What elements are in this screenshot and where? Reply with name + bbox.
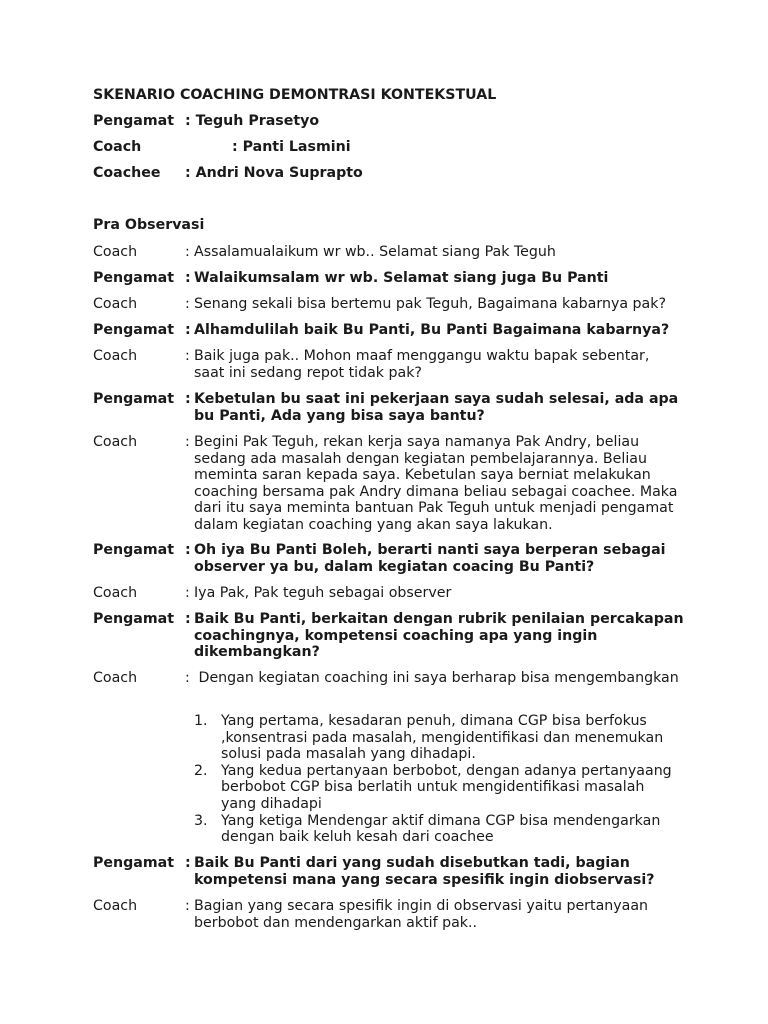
header-value: : Teguh Prasetyo xyxy=(185,113,320,129)
header-value: : Panti Lasmini xyxy=(232,139,351,155)
dialogue-text: Oh iya Bu Panti Boleh, berarti nanti saya berperan sebagai observer ya bu, dalam kegiatan coacing Bu Panti? xyxy=(194,542,666,575)
dialogue-turn-pengamat xyxy=(93,542,693,575)
dialogue-text: Assalamualaikum wr wb.. Selamat siang Pak Teguh xyxy=(194,244,556,260)
header-label: Pengamat xyxy=(93,113,174,129)
speaker-label: Coach xyxy=(93,670,138,686)
list-number: 2. xyxy=(194,762,208,779)
list-item-text: Yang kedua pertanyaan berbobot, dengan adanya pertanyaang berbobot CGP bisa berlatih untuk mengidentifikasi masalah yang dihadapi xyxy=(221,762,672,812)
competency-list xyxy=(93,713,693,846)
header-row-coachee xyxy=(93,165,363,182)
dialogue-text: Alhamdulilah baik Bu Panti, Bu Panti Bagaimana kabarnya? xyxy=(194,322,670,338)
section-title: Pra Observasi xyxy=(93,217,205,233)
speaker-label: Coach xyxy=(93,434,138,450)
list-item-text: Yang ketiga Mendengar aktif dimana CGP bisa mendengarkan dengan baik keluh kesah dari coachee xyxy=(221,812,661,846)
dialogue-turn-coach xyxy=(93,348,693,381)
dialogue-turn-coach xyxy=(93,670,693,687)
list-item-text: Yang pertama, kesadaran penuh, dimana CGP bisa berfokus ,konsentrasi pada masalah, mengidentifikasi dan menemukan solusi pada masalah yang dihadapi. xyxy=(221,713,664,763)
dialogue-turn-pengamat xyxy=(93,322,693,339)
header-row-coach xyxy=(93,139,351,156)
speaker-label: Coach xyxy=(93,244,138,260)
dialogue-turn-pengamat xyxy=(93,391,693,424)
speaker-label: Coach xyxy=(93,898,138,914)
dialogue-text: Begini Pak Teguh, rekan kerja saya namanya Pak Andry, beliau sedang ada masalah dengan kegiatan pembelajarannya. Beliau meminta saran kepada saya. Kebetulan saya berniat melakukan coaching bersama pak Andry dimana beliau sebagai coachee. Maka dari itu saya meminta bantuan Pak Teguh untuk menjadi pengamat dalam kegiatan coaching yang akan saya lakukan. xyxy=(194,434,678,533)
speaker-label: Coach xyxy=(93,585,138,601)
speaker-label: Pengamat xyxy=(93,855,174,871)
list-item xyxy=(93,813,681,846)
dialogue-turn-coach xyxy=(93,296,693,313)
dialogue-text: Walaikumsalam wr wb. Selamat siang juga Bu Panti xyxy=(194,270,609,286)
list-item xyxy=(93,713,681,763)
separator-colon: : xyxy=(185,391,191,407)
separator-colon: : xyxy=(185,434,190,450)
header-label: Coach xyxy=(93,139,142,155)
separator-colon: : xyxy=(185,898,190,914)
list-item xyxy=(93,763,681,813)
dialogue-turn-pengamat xyxy=(93,855,693,888)
dialogue-turn-pengamat xyxy=(93,270,693,287)
header-label: Coachee xyxy=(93,165,161,181)
separator-colon: : xyxy=(185,542,191,558)
separator-colon: : xyxy=(185,611,191,627)
separator-colon: : xyxy=(185,296,190,312)
separator-colon: : xyxy=(185,322,191,338)
speaker-label: Pengamat xyxy=(93,391,174,407)
dialogue-turn-coach xyxy=(93,585,693,602)
dialogue-turn-pengamat xyxy=(93,611,693,661)
list-number: 3. xyxy=(194,812,208,829)
separator-colon: : xyxy=(185,670,190,686)
dialogue-turn-coach xyxy=(93,898,693,931)
dialogue-turn-coach xyxy=(93,244,693,261)
separator-colon: : xyxy=(185,585,190,601)
dialogue-text: Iya Pak, Pak teguh sebagai observer xyxy=(194,585,452,601)
speaker-label: Coach xyxy=(93,348,138,364)
separator-colon: : xyxy=(185,855,191,871)
dialogue-text: Baik juga pak.. Mohon maaf menggangu waktu bapak sebentar, saat ini sedang repot tidak pak? xyxy=(194,348,650,381)
speaker-label: Pengamat xyxy=(93,611,174,627)
separator-colon: : xyxy=(185,270,191,286)
dialogue-turn-coach xyxy=(93,434,693,534)
separator-colon: : xyxy=(185,348,190,364)
list-number: 1. xyxy=(194,713,208,729)
speaker-label: Pengamat xyxy=(93,322,174,338)
dialogue-text: Bagian yang secara spesifik ingin di observasi yaitu pertanyaan berbobot dan mendengarkan aktif pak.. xyxy=(194,898,649,931)
header-value: : Andri Nova Suprapto xyxy=(185,165,363,181)
speaker-label: Pengamat xyxy=(93,542,174,558)
separator-colon: : xyxy=(185,244,190,260)
speaker-label: Pengamat xyxy=(93,270,174,286)
dialogue-text: Baik Bu Panti, berkaitan dengan rubrik penilaian percakapan coachingnya, kompetensi coaching apa yang ingin dikembangkan? xyxy=(194,611,684,661)
document-title: SKENARIO COACHING DEMONTRASI KONTEKSTUAL xyxy=(93,87,497,103)
dialogue-text: Kebetulan bu saat ini pekerjaan saya sudah selesai, ada apa bu Panti, Ada yang bisa saya bantu? xyxy=(194,391,679,424)
dialogue-text: Senang sekali bisa bertemu pak Teguh, Bagaimana kabarnya pak? xyxy=(194,296,667,312)
header-row-pengamat xyxy=(93,113,320,130)
dialogue-text: Baik Bu Panti dari yang sudah disebutkan tadi, bagian kompetensi mana yang secara spesifik ingin diobservasi? xyxy=(194,855,655,888)
dialogue-text: Dengan kegiatan coaching ini saya berharap bisa mengembangkan xyxy=(194,670,679,686)
speaker-label: Coach xyxy=(93,296,138,312)
